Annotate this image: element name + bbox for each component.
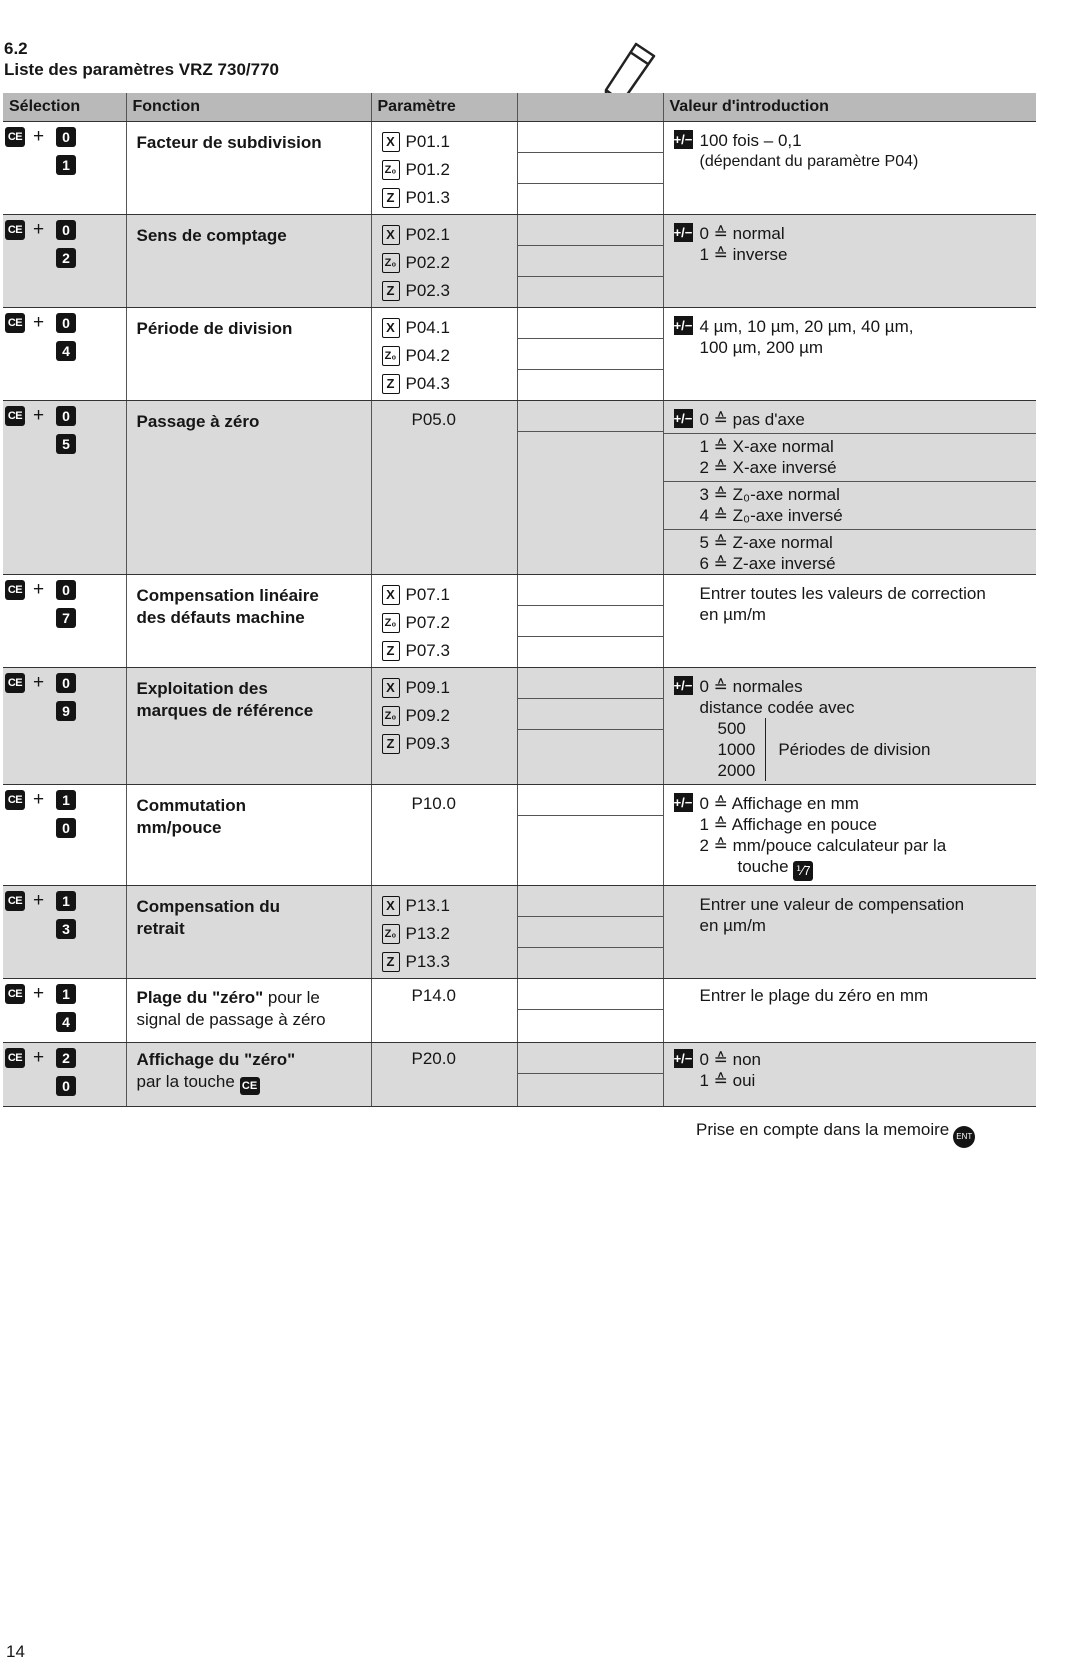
digit-key: 9 bbox=[56, 701, 76, 721]
plus-sign: + bbox=[33, 789, 45, 810]
entry-field[interactable] bbox=[518, 246, 663, 277]
section-number: 6.2 bbox=[4, 39, 28, 58]
memory-footnote: Prise en compte dans la memoire ENT bbox=[696, 1120, 975, 1148]
z-axis-icon: Z bbox=[382, 952, 400, 972]
header-blank bbox=[517, 93, 663, 122]
digit-key: 0 bbox=[56, 220, 76, 240]
table-header bbox=[3, 93, 1036, 122]
plus-sign: + bbox=[33, 126, 45, 147]
entry-cell bbox=[517, 575, 663, 668]
ce-key-icon: CE bbox=[5, 891, 25, 911]
x-axis-icon: X bbox=[382, 318, 400, 338]
entry-field[interactable] bbox=[518, 575, 663, 606]
table-row bbox=[3, 1043, 1036, 1107]
plus-minus-key-icon: +/− bbox=[673, 411, 693, 426]
z0-axis-icon: Z₀ bbox=[382, 706, 400, 726]
entry-field[interactable] bbox=[518, 785, 663, 816]
selection-cell bbox=[3, 575, 126, 668]
plus-sign: + bbox=[33, 312, 45, 333]
entry-field[interactable] bbox=[518, 401, 663, 432]
selection-cell bbox=[3, 886, 126, 979]
z-axis-icon: Z bbox=[382, 188, 400, 208]
parametre-cell: X P01.1 Z₀ P01.2 Z P01.3 bbox=[371, 122, 517, 215]
plus-sign: + bbox=[33, 983, 45, 1004]
entry-field[interactable] bbox=[518, 979, 663, 1010]
section-heading bbox=[4, 38, 279, 80]
digit-key: 0 bbox=[56, 580, 76, 600]
table-row bbox=[3, 215, 1036, 308]
ce-key-icon: CE bbox=[5, 313, 25, 333]
fonction-cell: Facteur de subdivision bbox=[126, 122, 371, 215]
fonction-cell: Compensation linéaire des défauts machine bbox=[126, 575, 371, 668]
digit-key: 0 bbox=[56, 406, 76, 426]
entry-field[interactable] bbox=[518, 668, 663, 699]
parameter-table bbox=[3, 93, 1036, 1107]
plus-sign: + bbox=[33, 405, 45, 426]
selection-cell bbox=[3, 215, 126, 308]
header-fonction: Fonction bbox=[126, 93, 371, 122]
ce-key-icon: CE bbox=[5, 1048, 25, 1068]
entry-cell bbox=[517, 886, 663, 979]
entry-field[interactable] bbox=[518, 153, 663, 184]
digit-key: 0 bbox=[56, 818, 76, 838]
selection-cell bbox=[3, 308, 126, 401]
digit-key: 0 bbox=[56, 313, 76, 333]
digit-key: 4 bbox=[56, 1012, 76, 1032]
z0-axis-icon: Z₀ bbox=[382, 924, 400, 944]
z0-axis-icon: Z₀ bbox=[382, 253, 400, 273]
parametre-cell: P05.0 bbox=[371, 401, 517, 575]
digit-key: 7 bbox=[56, 608, 76, 628]
entry-field[interactable] bbox=[518, 215, 663, 246]
selection-cell bbox=[3, 785, 126, 886]
digit-key: 1 bbox=[56, 790, 76, 810]
plus-sign: + bbox=[33, 672, 45, 693]
plus-sign: + bbox=[33, 890, 45, 911]
z-axis-icon: Z bbox=[382, 374, 400, 394]
fonction-cell: Exploitation des marques de référence bbox=[126, 668, 371, 785]
fonction-cell: Période de division bbox=[126, 308, 371, 401]
z-axis-icon: Z bbox=[382, 641, 400, 661]
entry-field[interactable] bbox=[518, 370, 663, 400]
selection-cell bbox=[3, 979, 126, 1043]
parametre-cell: X P09.1 Z₀ P09.2 Z P09.3 bbox=[371, 668, 517, 785]
z0-axis-icon: Z₀ bbox=[382, 160, 400, 180]
entry-cell bbox=[517, 785, 663, 886]
valeur-cell: +/− 0 ≙ Affichage en mm 1 ≙ Affichage en pouce 2 ≙ mm/pouce calculateur par la touche ⅟7 bbox=[663, 785, 1036, 886]
ce-key-icon: CE bbox=[5, 406, 25, 426]
parametre-cell: X P07.1 Z₀ P07.2 Z P07.3 bbox=[371, 575, 517, 668]
header-parametre: Paramètre bbox=[371, 93, 517, 122]
fonction-cell: Passage à zéro bbox=[126, 401, 371, 575]
digit-key: 3 bbox=[56, 919, 76, 939]
valeur-cell: +/− 0 ≙ normales distance codée avec 500 1000 2000 Périodes de division bbox=[663, 668, 1036, 785]
z-axis-icon: Z bbox=[382, 734, 400, 754]
digit-key: 2 bbox=[56, 1048, 76, 1068]
ce-key-icon: CE bbox=[5, 220, 25, 240]
selection-cell bbox=[3, 401, 126, 575]
table-row bbox=[3, 668, 1036, 785]
valeur-cell: Entrer le plage du zéro en mm bbox=[663, 979, 1036, 1043]
parametre-cell: P10.0 bbox=[371, 785, 517, 886]
valeur-cell: Entrer une valeur de compensation en µm/m bbox=[663, 886, 1036, 979]
plus-sign: + bbox=[33, 1047, 45, 1068]
header-selection: Sélection bbox=[3, 93, 126, 122]
digit-key: 4 bbox=[56, 341, 76, 361]
parametre-cell: X P04.1 Z₀ P04.2 Z P04.3 bbox=[371, 308, 517, 401]
entry-field[interactable] bbox=[518, 308, 663, 339]
entry-field[interactable] bbox=[518, 886, 663, 917]
x-axis-icon: X bbox=[382, 896, 400, 916]
table-row bbox=[3, 308, 1036, 401]
selection-cell bbox=[3, 122, 126, 215]
valeur-cell: +/− 100 fois – 0,1 (dépendant du paramètre P04) bbox=[663, 122, 1036, 215]
entry-cell bbox=[517, 122, 663, 215]
x-axis-icon: X bbox=[382, 678, 400, 698]
entry-field[interactable] bbox=[518, 277, 663, 307]
fonction-cell: Affichage du "zéro" par la touche CE bbox=[126, 1043, 371, 1107]
parametre-cell: X P02.1 Z₀ P02.2 Z P02.3 bbox=[371, 215, 517, 308]
ent-key-icon: ENT bbox=[953, 1126, 975, 1148]
table-row bbox=[3, 886, 1036, 979]
z-axis-icon: Z bbox=[382, 281, 400, 301]
digit-key: 5 bbox=[56, 434, 76, 454]
entry-field[interactable] bbox=[518, 917, 663, 948]
entry-field[interactable] bbox=[518, 339, 663, 370]
plus-minus-key-icon: +/− bbox=[673, 795, 693, 810]
entry-field[interactable] bbox=[518, 122, 663, 153]
entry-field[interactable] bbox=[518, 184, 663, 214]
fonction-cell: Compensation du retrait bbox=[126, 886, 371, 979]
valeur-cell: +/− 4 µm, 10 µm, 20 µm, 40 µm, 100 µm, 200 µm bbox=[663, 308, 1036, 401]
table-row bbox=[3, 401, 1036, 575]
z0-axis-icon: Z₀ bbox=[382, 613, 400, 633]
table-row bbox=[3, 575, 1036, 668]
entry-field[interactable] bbox=[518, 730, 663, 760]
valeur-cell: Entrer toutes les valeurs de correction en µm/m bbox=[663, 575, 1036, 668]
ce-key-icon: CE bbox=[5, 984, 25, 1004]
entry-cell bbox=[517, 308, 663, 401]
valeur-cell: +/− 0 ≙ normal 1 ≙ inverse bbox=[663, 215, 1036, 308]
table-row bbox=[3, 979, 1036, 1043]
ce-key-icon: CE bbox=[5, 580, 25, 600]
entry-cell bbox=[517, 1043, 663, 1107]
selection-cell bbox=[3, 1043, 126, 1107]
plus-sign: + bbox=[33, 579, 45, 600]
entry-cell bbox=[517, 979, 663, 1043]
plus-minus-key-icon: +/− bbox=[673, 678, 693, 693]
x-axis-icon: X bbox=[382, 585, 400, 605]
ce-key-icon: CE bbox=[5, 673, 25, 693]
plus-minus-key-icon: +/− bbox=[673, 318, 693, 333]
x-axis-icon: X bbox=[382, 132, 400, 152]
parametre-cell: P14.0 bbox=[371, 979, 517, 1043]
plus-sign: + bbox=[33, 219, 45, 240]
entry-cell bbox=[517, 401, 663, 575]
fonction-cell: Sens de comptage bbox=[126, 215, 371, 308]
z0-axis-icon: Z₀ bbox=[382, 346, 400, 366]
table-row bbox=[3, 785, 1036, 886]
digit-key: 0 bbox=[56, 673, 76, 693]
entry-field[interactable] bbox=[518, 606, 663, 637]
digit-key: 2 bbox=[56, 248, 76, 268]
plus-minus-key-icon: +/− bbox=[673, 1051, 693, 1066]
digit-key: 1 bbox=[56, 155, 76, 175]
section-title: Liste des paramètres VRZ 730/770 bbox=[4, 60, 279, 79]
entry-field[interactable] bbox=[518, 699, 663, 730]
fonction-cell: Plage du "zéro" pour le signal de passage à zéro bbox=[126, 979, 371, 1043]
plus-minus-key-icon: +/− bbox=[673, 225, 693, 240]
entry-cell bbox=[517, 668, 663, 785]
ce-key-icon: CE bbox=[5, 790, 25, 810]
selection-cell bbox=[3, 668, 126, 785]
digit-key: 0 bbox=[56, 127, 76, 147]
ce-key-icon: CE bbox=[240, 1077, 260, 1095]
digit-key: 0 bbox=[56, 1076, 76, 1096]
entry-cell bbox=[517, 215, 663, 308]
entry-field[interactable] bbox=[518, 637, 663, 667]
entry-field[interactable] bbox=[518, 948, 663, 978]
parametre-cell: P20.0 bbox=[371, 1043, 517, 1107]
mm-inch-key-icon: ⅟7 bbox=[793, 861, 813, 881]
entry-field[interactable] bbox=[518, 1043, 663, 1074]
page-number: 14 bbox=[6, 1642, 25, 1661]
x-axis-icon: X bbox=[382, 225, 400, 245]
digit-key: 1 bbox=[56, 891, 76, 911]
ce-key-icon: CE bbox=[5, 127, 25, 147]
header-valeur: Valeur d'introduction bbox=[663, 93, 1036, 122]
fonction-cell: Commutation mm/pouce bbox=[126, 785, 371, 886]
plus-minus-key-icon: +/− bbox=[673, 132, 693, 147]
valeur-cell: +/− 0 ≙ pas d'axe 1 ≙ X-axe normal 2 ≙ X-axe inversé 3 ≙ Z₀-axe normal 4 ≙ Z₀-axe inversé 5 ≙ Z-axe normal 6 ≙ Z-axe inversé bbox=[663, 401, 1036, 575]
parametre-cell: X P13.1 Z₀ P13.2 Z P13.3 bbox=[371, 886, 517, 979]
table-row bbox=[3, 122, 1036, 215]
valeur-cell: +/− 0 ≙ non 1 ≙ oui bbox=[663, 1043, 1036, 1107]
digit-key: 1 bbox=[56, 984, 76, 1004]
